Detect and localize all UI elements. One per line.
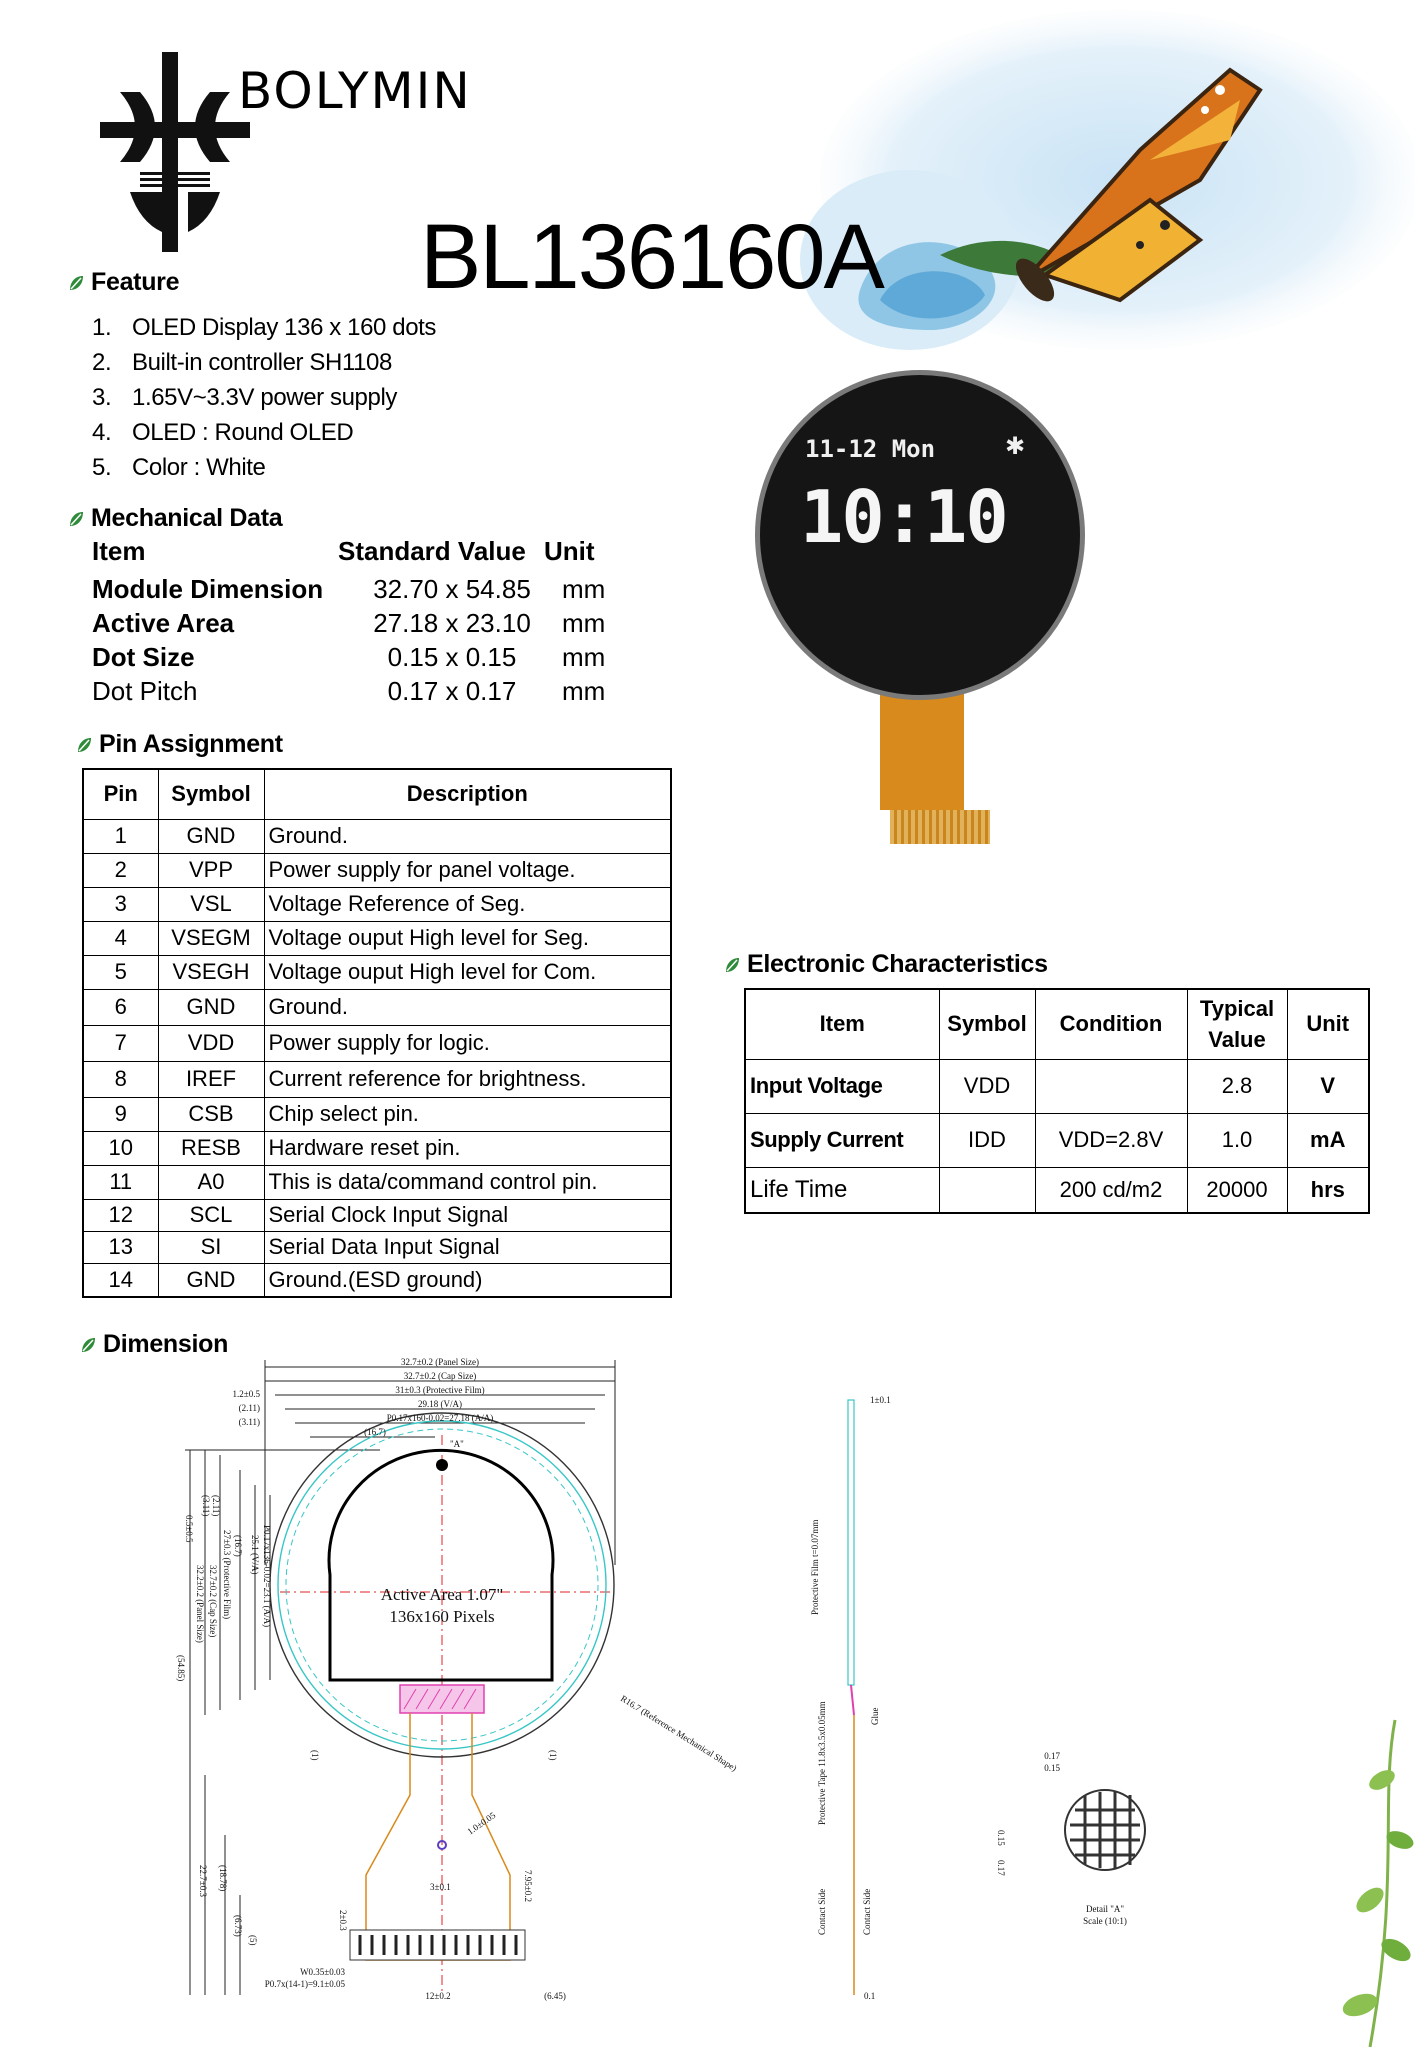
bluetooth-icon: ✱ — [1005, 433, 1026, 460]
butterfly-illustration — [820, 30, 1414, 370]
table-row: Supply Current IDD VDD=2.8V 1.0 mA — [745, 1113, 1369, 1167]
radius-label: R16.7 (Reference Mechanical Shape) — [618, 1693, 739, 1774]
dim-bottom-label: W0.35±0.03 — [300, 1967, 345, 1977]
marker-a-label: "A" — [450, 1439, 464, 1449]
feature-item: 3. 1.65V~3.3V power supply — [92, 384, 397, 411]
table-row: 6 GND Ground. — [83, 989, 671, 1025]
description-header: Description — [264, 769, 671, 819]
side-label: Protective Tape 11.8x3.5x0.05mm — [817, 1701, 827, 1825]
dimension-drawing — [176, 1355, 1340, 2015]
table-row: 9 CSB Chip select pin. — [83, 1097, 671, 1131]
side-label: Protective Film t=0.07mm — [810, 1519, 820, 1615]
display-time: 10:10 — [800, 475, 1007, 559]
electronic-heading — [724, 950, 1048, 979]
side-label: 0.1 — [864, 1991, 876, 2001]
leaf-bullet-icon — [68, 275, 85, 292]
detail-a-drawing — [996, 1751, 1145, 1926]
dim-left-label: (18.78) — [218, 1865, 228, 1892]
table-row: Life Time 200 cd/m2 20000 hrs — [745, 1167, 1369, 1213]
dim-left-label: (2.11) — [211, 1495, 221, 1517]
detail-dim: 0.17 — [1044, 1751, 1060, 1761]
side-label: 1±0.1 — [870, 1395, 891, 1405]
dim-left-label: 32.2±0.2 (Panel Size) — [195, 1565, 205, 1643]
dim-left-label: 2±0.3 — [338, 1910, 348, 1931]
table-row: 5 VSEGH Voltage ouput High level for Com. — [83, 955, 671, 989]
dim-top-label: P0.17x160-0.02=27.18 (A/A) — [386, 1413, 494, 1423]
dim-top-label: 31±0.3 (Protective Film) — [395, 1385, 485, 1395]
table-row: 1 GND Ground. — [83, 819, 671, 853]
dim-top-label: (2.11) — [238, 1403, 260, 1413]
dim-left-label: (3.11) — [201, 1495, 211, 1517]
dim-left-label: (6.73) — [233, 1915, 243, 1937]
dim-left-label: P0.17x136-0.02=23.1 (A/A) — [262, 1525, 272, 1628]
active-area-label: Active Area 1.07" — [380, 1585, 504, 1604]
oled-module-photo — [750, 370, 1090, 930]
feature-title: Feature — [91, 268, 180, 296]
feature-item: 2. Built-in controller SH1108 — [92, 349, 392, 376]
pin-title: Pin Assignment — [99, 730, 283, 758]
feature-item: 1. OLED Display 136 x 160 dots — [92, 314, 437, 341]
feature-list — [92, 310, 492, 485]
side-view-drawing — [810, 1395, 891, 2001]
leaf-bullet-icon — [724, 957, 741, 974]
table-row: 7 VDD Power supply for logic. — [83, 1025, 671, 1061]
table-row: 8 IREF Current reference for brightness. — [83, 1061, 671, 1097]
mechanical-heading — [68, 504, 282, 533]
mechanical-row: Active Area 27.18 x 23.10 mm — [92, 608, 606, 638]
dim-bottom-label: 12±0.2 — [425, 1991, 451, 2001]
dim-left-label: 0.5±0.5 — [184, 1515, 194, 1543]
dim-left-label: 32.7±0.2 (Cap Size) — [208, 1565, 218, 1638]
display-date: 11-12 Mon — [805, 435, 936, 463]
electronic-table: Item Symbol Condition Typical Value Unit Input Voltage VDD 2.8 V Supply Current IDD VDD=2.8V 1.0 mA Life Time 200 cd/m2 20000 hrs — [744, 988, 1370, 1214]
mechanical-row: Module Dimension 32.70 x 54.85 mm — [92, 574, 606, 604]
bolymin-logo-icon — [100, 52, 250, 252]
symbol-header: Symbol — [158, 769, 264, 819]
dim-small-label: (1) — [548, 1750, 558, 1761]
model-title: BL136160A — [420, 206, 883, 308]
bend-label: 1.0±0.05 — [465, 1810, 498, 1837]
dimension-title: Dimension — [103, 1330, 229, 1358]
detail-dim: 0.17 — [996, 1860, 1006, 1876]
mechanical-title: Mechanical Data — [91, 504, 283, 532]
table-row: 10 RESB Hardware reset pin. — [83, 1131, 671, 1165]
leaf-bullet-icon — [68, 511, 85, 528]
dim-top-label: 32.7±0.2 (Cap Size) — [403, 1371, 477, 1381]
detail-caption: Scale (10:1) — [1083, 1916, 1127, 1926]
pin-table — [82, 768, 672, 1298]
table-row: Input Voltage VDD 2.8 V — [745, 1059, 1369, 1113]
leaf-bullet-icon — [80, 1337, 97, 1354]
dim-bottom-label: (6.45) — [544, 1991, 566, 2001]
feature-heading — [68, 268, 179, 297]
side-label: Contact Side — [817, 1888, 827, 1935]
dim-top-label: 32.7±0.2 (Panel Size) — [401, 1357, 479, 1367]
detail-dim: 0.15 — [1044, 1763, 1060, 1773]
side-label: Glue — [870, 1707, 880, 1725]
feature-item: 5. Color : White — [92, 454, 266, 481]
dim-left-label: 25.1 (V/A) — [250, 1535, 260, 1575]
dim-small-label: (1) — [310, 1750, 320, 1761]
mechanical-row: Dot Pitch 0.17 x 0.17 mm — [92, 676, 606, 706]
oled-panel — [755, 370, 1085, 700]
mechanical-row: Dot Size 0.15 x 0.15 mm — [92, 642, 606, 672]
pin-heading — [76, 730, 283, 759]
dim-left-label: (5) — [248, 1935, 258, 1946]
dim-top-label: 1.2±0.5 — [232, 1389, 260, 1399]
dim-small-label: 7.95±0.2 — [523, 1870, 533, 1902]
detail-dim: 0.15 — [996, 1830, 1006, 1846]
dim-small-label: 3±0.1 — [430, 1882, 451, 1892]
leaf-bullet-icon — [76, 737, 93, 754]
dim-top-label: 29.18 (V/A) — [418, 1399, 462, 1409]
side-label: Contact Side — [862, 1888, 872, 1935]
detail-caption: Detail "A" — [1085, 1904, 1125, 1914]
dim-left-label: (54.85) — [176, 1655, 186, 1682]
dim-left-label: 22.7±0.3 — [198, 1865, 208, 1897]
dim-bottom-label: P0.7x(14-1)=9.1±0.05 — [264, 1979, 345, 1989]
pixels-label: 136x160 Pixels — [389, 1607, 495, 1626]
table-row: 2 VPP Power supply for panel voltage. — [83, 853, 671, 887]
dim-top-label: (16.7) — [364, 1427, 386, 1437]
dim-top-label: (3.11) — [238, 1417, 260, 1427]
table-row: 4 VSEGM Voltage ouput High level for Seg. — [83, 921, 671, 955]
fpc-connector — [890, 810, 990, 844]
dim-left-label: (16.7) — [233, 1535, 243, 1557]
table-row: 13 SI Serial Data Input Signal — [83, 1231, 671, 1263]
table-row: 14 GND Ground.(ESD ground) — [83, 1263, 671, 1297]
table-row: 3 VSL Voltage Reference of Seg. — [83, 887, 671, 921]
table-row: 12 SCL Serial Clock Input Signal — [83, 1199, 671, 1231]
feature-item: 4. OLED : Round OLED — [92, 419, 354, 446]
pin-header: Pin — [83, 769, 158, 819]
table-row: 11 A0 This is data/command control pin. — [83, 1165, 671, 1199]
dim-left-label: 27±0.3 (Protective Film) — [222, 1530, 232, 1620]
electronic-title: Electronic Characteristics — [747, 950, 1048, 978]
brand-name: BOLYMIN — [238, 62, 472, 120]
mechanical-table: Item Standard Value Unit Module Dimension 32.70 x 54.85 mm Active Area 27.18 x 23.10 mm Dot Size 0.15 x 0.15 mm Dot Pitch 0.17 x 0.17 mm — [92, 536, 652, 706]
